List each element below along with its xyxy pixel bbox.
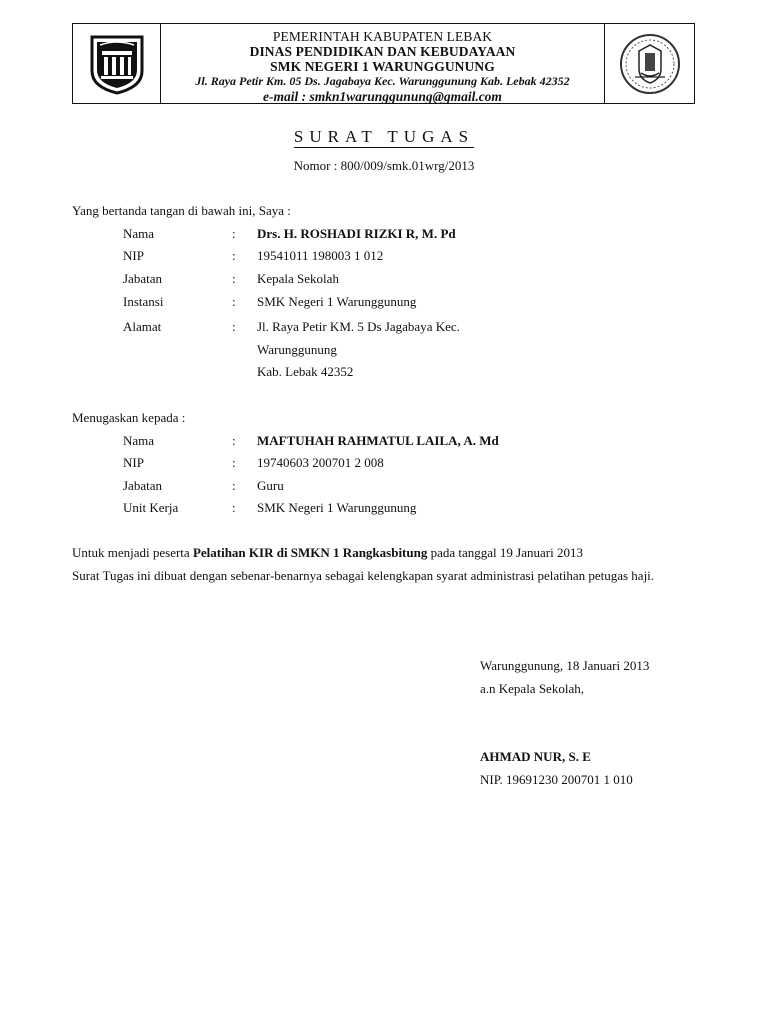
colon: : [232, 478, 236, 493]
assignee-jabatan-label: Jabatan [123, 478, 162, 493]
colon: : [232, 294, 236, 309]
place-date: Warunggunung, 18 Januari 2013 [480, 658, 650, 673]
document-title: SURAT TUGAS [293, 127, 475, 146]
colon: : [232, 248, 236, 263]
left-logo-cell [73, 24, 161, 103]
assignee-unit-label: Unit Kerja [123, 500, 179, 515]
assignee-nama-label: Nama [123, 433, 155, 448]
regency-seal-icon [617, 31, 683, 97]
assignee-unit: SMK Negeri 1 Warunggunung [257, 500, 417, 515]
signer-nama: Drs. H. ROSHADI RIZKI R, M. Pd [257, 226, 456, 241]
assignee-nama: MAFTUHAH RAHMATUL LAILA, A. Md [257, 433, 499, 448]
signer-nip-label: NIP [123, 248, 144, 263]
signer-jabatan-label: Jabatan [123, 271, 162, 286]
signer-alamat-line2: Warunggunung [257, 342, 337, 357]
training-name: Pelatihan KIR di SMKN 1 Rangkasbitung [192, 545, 428, 560]
gov-name: PEMERINTAH KABUPATEN LEBAK [272, 29, 493, 44]
signer-alamat-label: Alamat [123, 319, 162, 334]
signer-nip: 19541011 198003 1 012 [257, 248, 384, 263]
right-logo-cell [604, 24, 694, 103]
letterhead [72, 23, 695, 104]
letterhead-text [161, 24, 604, 103]
intro-text: Yang bertanda tangan di bawah ini, Saya : [72, 203, 291, 218]
school-name: SMK NEGERI 1 WARUNGGUNUNG [270, 59, 495, 74]
school-address: Jl. Raya Petir Km. 05 Ds. Jagabaya Kec. Warunggunung Kab. Lebak 42352 [195, 74, 570, 88]
signer-alamat-line3: Kab. Lebak 42352 [257, 364, 354, 379]
assignee-nip: 19740603 200701 2 008 [257, 455, 384, 470]
signer-jabatan: Kepala Sekolah [257, 271, 339, 286]
signer-alamat-line1: Jl. Raya Petir KM. 5 Ds Jagabaya Kec. [257, 319, 460, 334]
body-paragraph-1: Untuk menjadi peserta Pelatihan KIR di SMKN 1 Rangkasbitung pada tanggal 19 Januari 2013 [72, 545, 583, 560]
body-paragraph-2: Surat Tugas ini dibuat dengan sebenar-benarnya sebagai kelengkapan syarat administrasi pelatihan petugas haji. [72, 568, 655, 583]
signatory-nip: NIP. 19691230 200701 1 010 [480, 772, 633, 787]
document-number: Nomor : 800/009/smk.01wrg/2013 [293, 158, 475, 173]
signatory-name: AHMAD NUR, S. E [480, 749, 591, 764]
colon: : [232, 319, 236, 334]
colon: : [232, 500, 236, 515]
colon: : [232, 271, 236, 286]
on-behalf: a.n Kepala Sekolah, [480, 681, 584, 696]
colon: : [232, 226, 236, 241]
signer-instansi: SMK Negeri 1 Warunggunung [257, 294, 417, 309]
assignee-jabatan: Guru [257, 478, 284, 493]
school-email: e-mail : smkn1warunggunung@gmail.com [263, 89, 502, 104]
assignee-nip-label: NIP [123, 455, 144, 470]
dept-name: DINAS PENDIDIKAN DAN KEBUDAYAAN [249, 44, 516, 59]
signer-instansi-label: Instansi [123, 294, 164, 309]
colon: : [232, 455, 236, 470]
colon: : [232, 433, 236, 448]
signer-nama-label: Nama [123, 226, 155, 241]
assign-intro-text: Menugaskan kepada : [72, 410, 186, 425]
school-crest-icon [84, 31, 150, 97]
